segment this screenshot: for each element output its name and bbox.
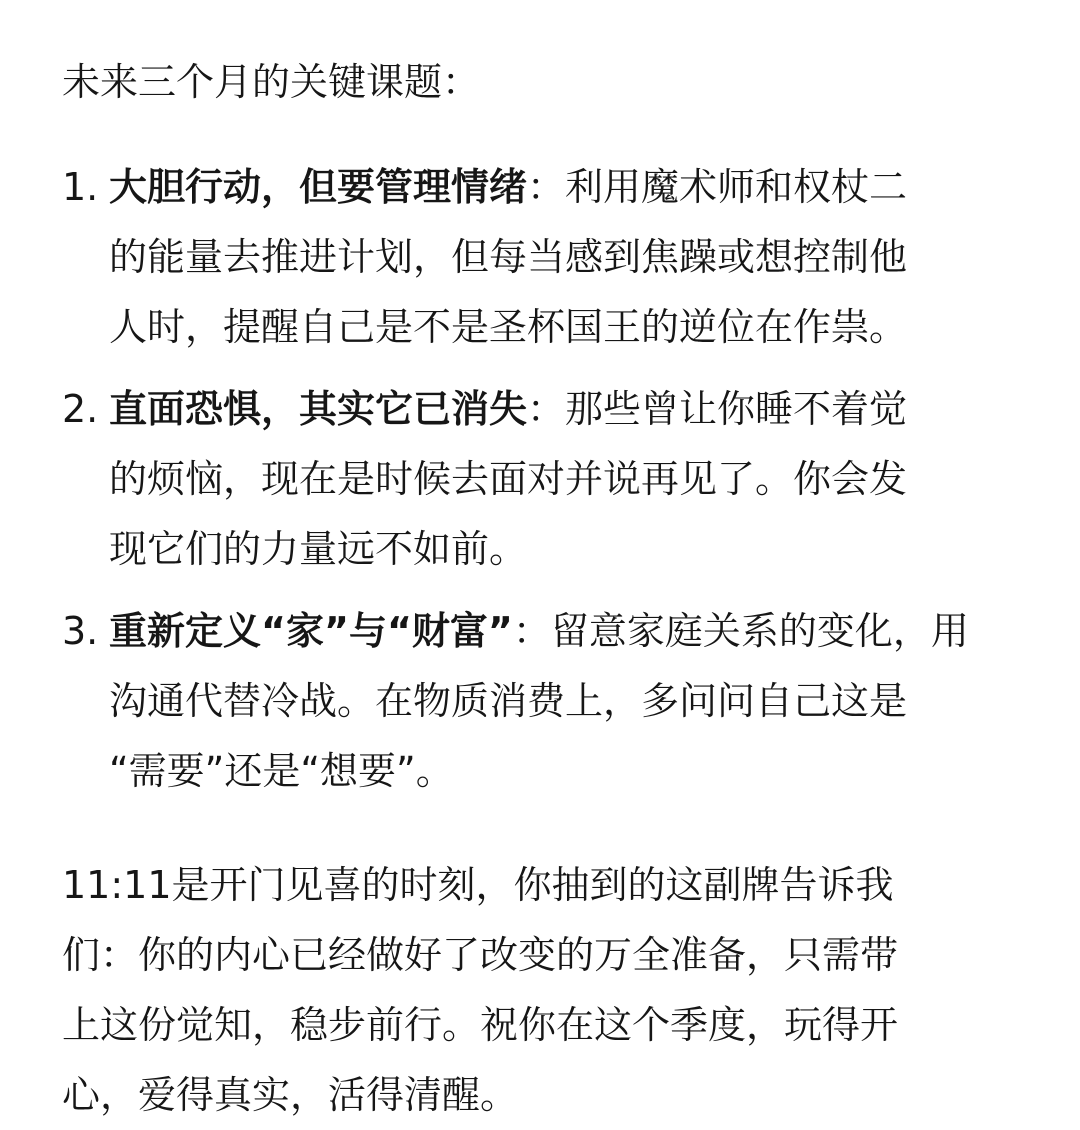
list-item xyxy=(62,152,1022,362)
key-topics-list xyxy=(62,152,1022,806)
list-item-line: 人时，提醒自己是不是圣杯国王的逆位在作祟。 xyxy=(109,305,908,349)
list-item-line xyxy=(109,374,1022,444)
section-heading: 未来三个月的关键课题： xyxy=(62,60,481,104)
list-item-line xyxy=(109,596,1022,666)
closing-line: 11:11是开门见喜的时刻，你抽到的这副牌告诉我 xyxy=(62,863,894,907)
list-item-text: ：留意家庭关系的变化，用 xyxy=(512,609,969,653)
list-item-line: 现它们的力量远不如前。 xyxy=(109,527,528,571)
list-item-lead: 大胆行动，但要管理情绪 xyxy=(109,165,528,209)
closing-paragraph xyxy=(62,850,1022,1130)
list-item-number: 3. xyxy=(62,609,99,653)
list-item-text: ：那些曾让你睡不着觉 xyxy=(527,387,908,431)
list-item-number: 1. xyxy=(62,165,99,209)
list-item-line: 的烦恼，现在是时候去面对并说再见了。你会发 xyxy=(109,457,908,501)
list-item-text: ：利用魔术师和权杖二 xyxy=(527,165,908,209)
list-item-lead: 直面恐惧，其实它已消失 xyxy=(109,387,528,431)
list-item-number: 2. xyxy=(62,387,99,431)
closing-line: 们：你的内心已经做好了改变的万全准备，只需带 xyxy=(62,933,899,977)
list-item xyxy=(62,596,1022,806)
list-item-line: 的能量去推进计划，但每当感到焦躁或想控制他 xyxy=(109,235,908,279)
closing-line: 上这份觉知，稳步前行。祝你在这个季度，玩得开 xyxy=(62,1003,899,1047)
closing-line: 心，爱得真实，活得清醒。 xyxy=(62,1073,519,1117)
list-item-lead: 重新定义“家”与“财富” xyxy=(109,609,513,653)
list-item-line: 沟通代替冷战。在物质消费上，多问问自己这是 xyxy=(109,679,908,723)
list-item-line xyxy=(109,152,1022,222)
list-item xyxy=(62,374,1022,584)
list-item-line: “需要”还是“想要”。 xyxy=(109,749,454,793)
